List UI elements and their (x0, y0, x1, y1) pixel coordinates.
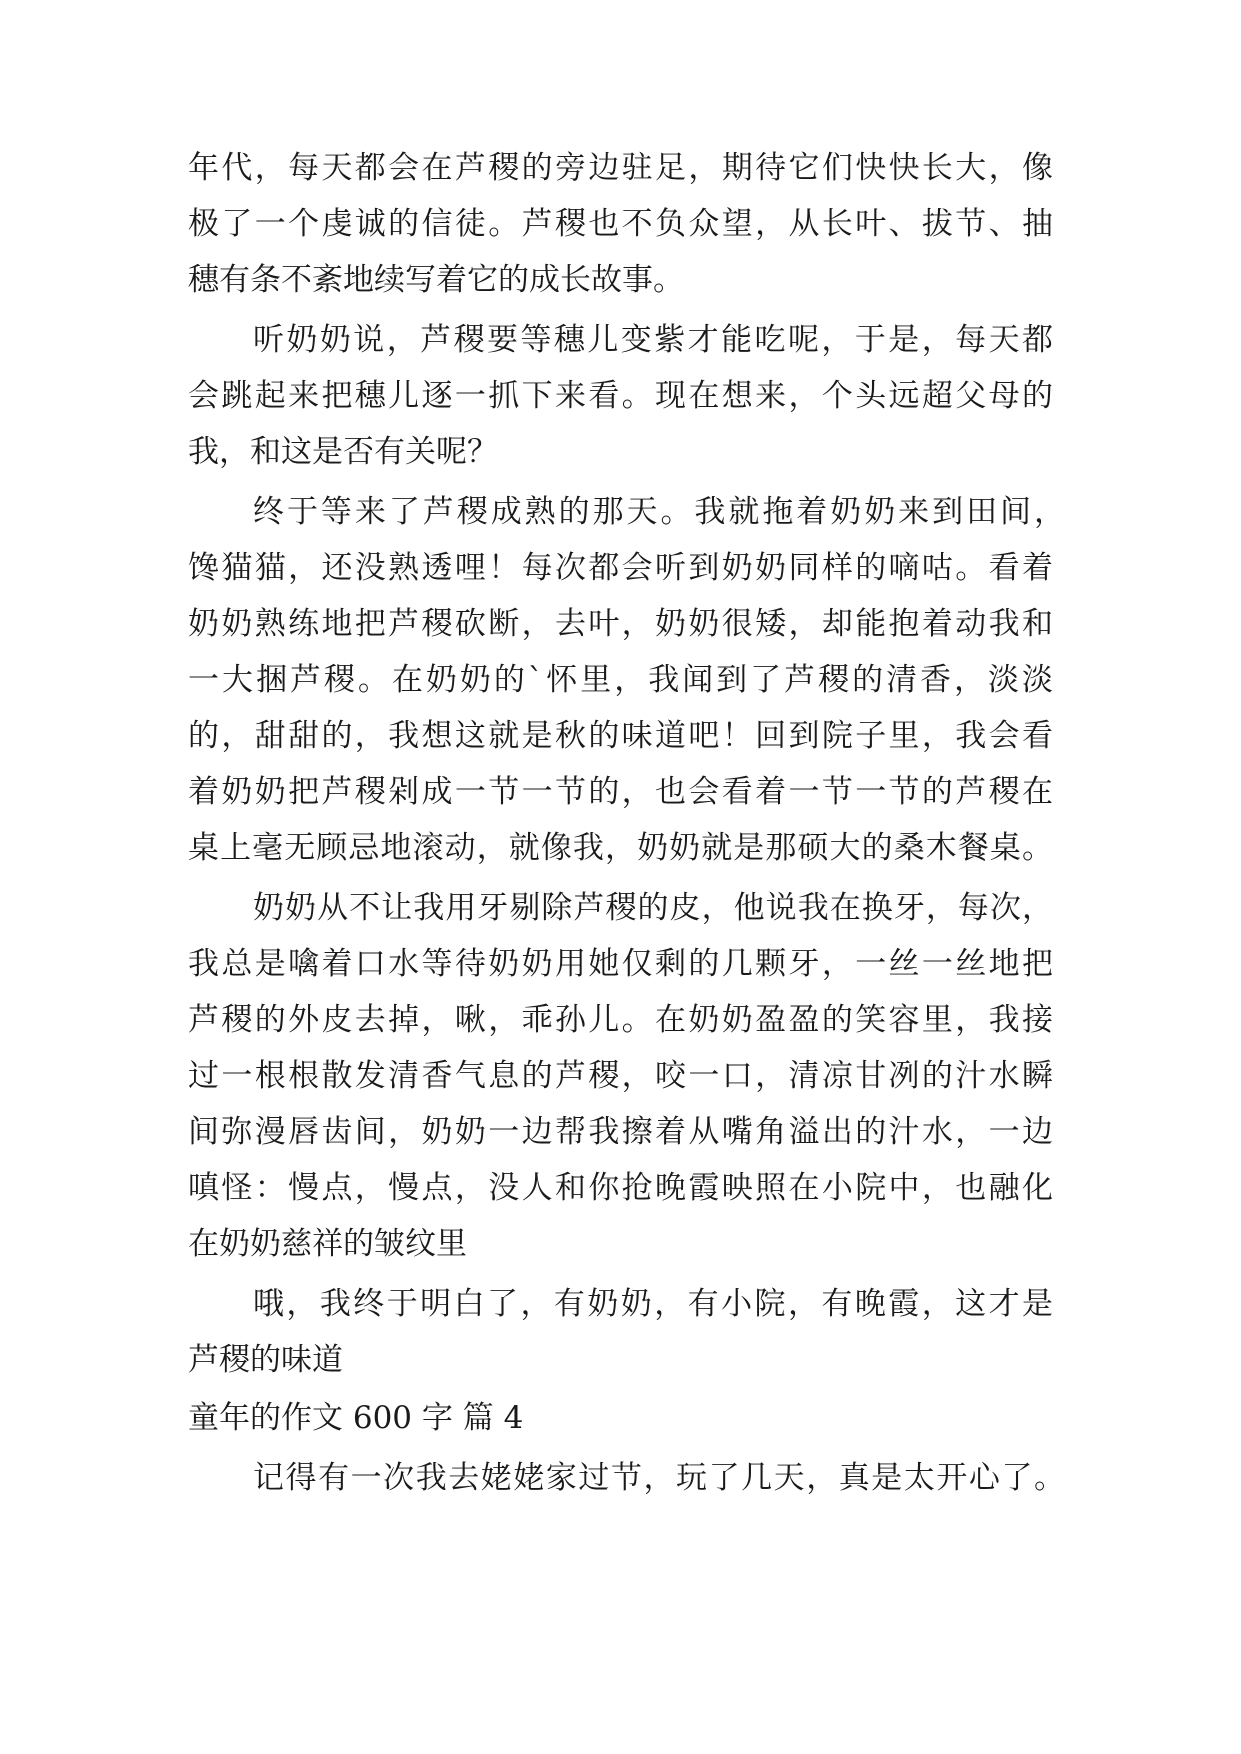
paragraph-first-line: 奶奶从不让我用牙剔除芦稷的皮，他说我在换牙，每次， (253, 890, 1053, 926)
text-line: 间弥漫唇齿间，奶奶一边帮我擦着从嘴角溢出的汁水，一边 (188, 1114, 1053, 1150)
text-line: 芦稷的味道 (188, 1342, 343, 1378)
text-line: 奶奶熟练地把芦稷砍断，去叶，奶奶很矮，却能抱着动我和 (188, 606, 1053, 642)
paragraph-first-line: 听奶奶说，芦稷要等穗儿变紫才能吃呢，于是，每天都 (253, 322, 1053, 358)
text-line: 会跳起来把穗儿逐一抓下来看。现在想来，个头远超父母的 (188, 378, 1053, 414)
text-line: 嗔怪：慢点，慢点，没人和你抢晚霞映照在小院中，也融化 (188, 1170, 1053, 1206)
text-line: 年代，每天都会在芦稷的旁边驻足，期待它们快快长大，像 (188, 150, 1053, 186)
text-line: 一大捆芦稷。在奶奶的`怀里，我闻到了芦稷的清香，淡淡 (188, 662, 1053, 698)
text-line: 我总是噙着口水等待奶奶用她仅剩的几颗牙，一丝一丝地把 (188, 946, 1053, 982)
paragraph-first-line: 终于等来了芦稷成熟的那天。我就拖着奶奶来到田间， (253, 494, 1065, 530)
text-line: 过一根根散发清香气息的芦稷，咬一口，清凉甘冽的汁水瞬 (188, 1058, 1053, 1094)
text-line: 芦稷的外皮去掉，啾，乖孙儿。在奶奶盈盈的笑容里，我接 (188, 1002, 1053, 1038)
text-line: 穗有条不紊地续写着它的成长故事。 (188, 262, 684, 298)
section-heading: 童年的作文 600 字 篇 4 (188, 1400, 524, 1436)
text-line: 馋猫猫，还没熟透哩！每次都会听到奶奶同样的嘀咕。看着 (188, 550, 1053, 586)
paragraph-first-line: 哦，我终于明白了，有奶奶，有小院，有晚霞，这才是 (253, 1286, 1053, 1322)
text-line: 着奶奶把芦稷剁成一节一节的，也会看着一节一节的芦稷在 (188, 774, 1053, 810)
text-line: 的，甜甜的，我想这就是秋的味道吧！回到院子里，我会看 (188, 718, 1053, 754)
paragraph-first-line: 记得有一次我去姥姥家过节，玩了几天，真是太开心了。 (253, 1460, 1065, 1496)
text-line: 在奶奶慈祥的皱纹里 (188, 1226, 467, 1262)
text-line: 极了一个虔诚的信徒。芦稷也不负众望，从长叶、拔节、抽 (188, 206, 1053, 242)
text-line: 桌上毫无顾忌地滚动，就像我，奶奶就是那硕大的桑木餐桌。 (188, 830, 1053, 866)
text-line: 我，和这是否有关呢？ (188, 434, 498, 470)
